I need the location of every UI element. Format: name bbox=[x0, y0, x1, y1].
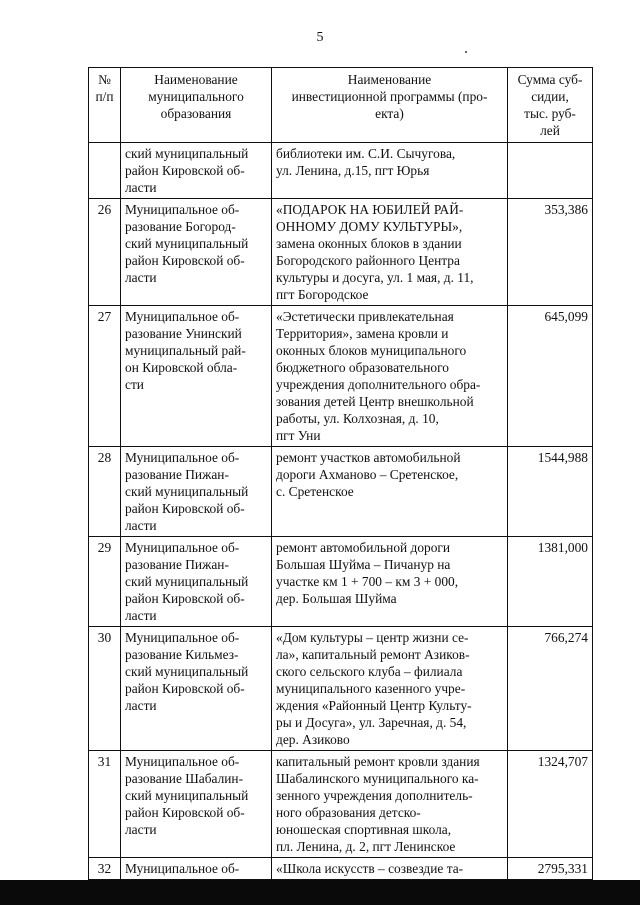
scan-border-bottom bbox=[0, 880, 640, 905]
table-row bbox=[89, 858, 593, 880]
header-number: № п/п bbox=[89, 68, 121, 143]
page-number: 5 bbox=[316, 30, 324, 45]
row-number: 26 bbox=[89, 199, 121, 306]
table-row bbox=[89, 143, 593, 199]
row-municipality: Муниципальное об- bbox=[121, 858, 272, 880]
row-program: «Эстетически привлекательная Территория», замена кровли и оконных блоков муниципального бюджетного образовательного учреждения дополнительного обра- зования детей Центр внешкольной работы, ул. Колхозная, д. 10, пгт Уни bbox=[272, 306, 508, 447]
row-sum: 1544,988 bbox=[508, 447, 593, 537]
table-row bbox=[89, 627, 593, 751]
table-body bbox=[89, 143, 593, 880]
header-program: Наименование инвестиционной программы (про- екта) bbox=[272, 68, 508, 143]
row-program: «ПОДАРОК НА ЮБИЛЕЙ РАЙ- ОННОМУ ДОМУ КУЛЬТУРЫ», замена оконных блоков в здании Богородского районного Центра культуры и досуга, ул. 1 мая, д. 11, пгт Богородское bbox=[272, 199, 508, 306]
row-sum: 766,274 bbox=[508, 627, 593, 751]
subsidy-table bbox=[88, 67, 593, 880]
row-sum: 1324,707 bbox=[508, 751, 593, 858]
row-program: ремонт участков автомобильной дороги Ахманово – Сретенское, с. Сретенское bbox=[272, 447, 508, 537]
row-program: «Школа искусств – созвездие та- bbox=[272, 858, 508, 880]
row-sum: 2795,331 bbox=[508, 858, 593, 880]
table-row bbox=[89, 537, 593, 627]
row-program: библиотеки им. С.И. Сычугова, ул. Ленина, д.15, пгт Юрья bbox=[272, 143, 508, 199]
header-municipality: Наименование муниципального образования bbox=[121, 68, 272, 143]
row-number: 32 bbox=[89, 858, 121, 880]
row-municipality: Муниципальное об- разование Богород- ский муниципальный район Кировской об- ласти bbox=[121, 199, 272, 306]
row-municipality: Муниципальное об- разование Кильмез- ский муниципальный район Кировской об- ласти bbox=[121, 627, 272, 751]
table-row bbox=[89, 447, 593, 537]
row-municipality: Муниципальное об- разование Пижан- ский муниципальный район Кировской об- ласти bbox=[121, 537, 272, 627]
row-number: 29 bbox=[89, 537, 121, 627]
row-program: капитальный ремонт кровли здания Шабалинского муниципального ка- зенного учреждения дополнитель- ного образования детско- юношеская спортивная школа, пл. Ленина, д. 2, пгт Ленинское bbox=[272, 751, 508, 858]
row-number: 28 bbox=[89, 447, 121, 537]
row-program: ремонт автомобильной дороги Большая Шуйма – Пичанур на участке км 1 + 700 – км 3 + 000, дер. Большая Шуйма bbox=[272, 537, 508, 627]
row-sum: 353,386 bbox=[508, 199, 593, 306]
row-sum bbox=[508, 143, 593, 199]
row-sum: 645,099 bbox=[508, 306, 593, 447]
row-municipality: Муниципальное об- разование Шабалин- ский муниципальный район Кировской об- ласти bbox=[121, 751, 272, 858]
row-municipality: Муниципальное об- разование Унинский муниципальный рай- он Кировской обла- сти bbox=[121, 306, 272, 447]
row-municipality: Муниципальное об- разование Пижан- ский муниципальный район Кировской об- ласти bbox=[121, 447, 272, 537]
row-number: 31 bbox=[89, 751, 121, 858]
table-row bbox=[89, 306, 593, 447]
row-number: 27 bbox=[89, 306, 121, 447]
table-header bbox=[89, 68, 593, 143]
row-number: 30 bbox=[89, 627, 121, 751]
row-municipality: ский муниципальный район Кировской об- ласти bbox=[121, 143, 272, 199]
header-sum: Сумма суб- сидии, тыс. руб- лей bbox=[508, 68, 593, 143]
row-program: «Дом культуры – центр жизни се- ла», капитальный ремонт Азиков- ского сельского клуба – филиала муниципального казенного учре- ждения «Районный Центр Культу- ры и Досуга», ул. Заречная, д. 54, дер. Азиково bbox=[272, 627, 508, 751]
scan-speck bbox=[465, 51, 467, 53]
table-row bbox=[89, 751, 593, 858]
header-row bbox=[89, 68, 593, 143]
row-sum: 1381,000 bbox=[508, 537, 593, 627]
row-number bbox=[89, 143, 121, 199]
table-row bbox=[89, 199, 593, 306]
